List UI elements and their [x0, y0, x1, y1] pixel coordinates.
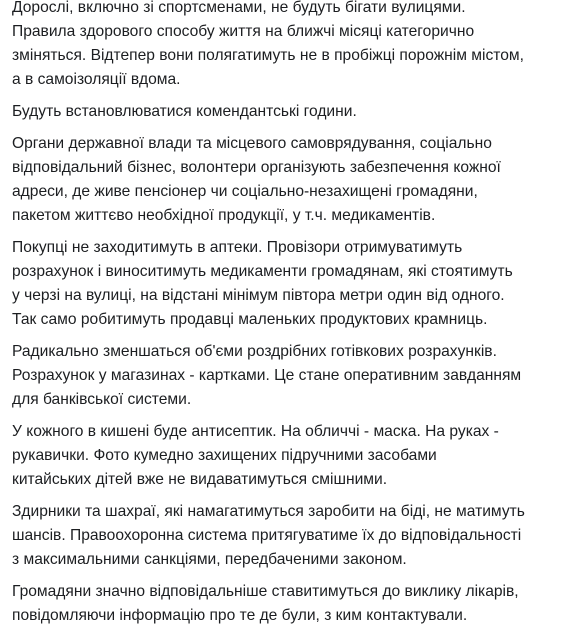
post-paragraph [12, 100, 568, 124]
post-line: розрахунок і виноситимуть медикаменти громадянам, які стоятимуть [12, 263, 513, 280]
post-line: Покупці не заходитимуть в аптеки. Провізори отримуватимуть [12, 239, 463, 256]
post-line: а в самоізоляції вдома. [12, 71, 181, 88]
post-paragraph [12, 420, 568, 492]
post-line: Розрахунок у магазинах - картками. Це стане оперативним завданням [12, 367, 522, 384]
post-paragraph [12, 132, 568, 228]
post-line: шансів. Правоохоронна система притягуватиме їх до відповідальності [12, 527, 522, 544]
post-line: пакетом життєво необхідної продукції, у т.ч. медикаментів. [12, 207, 436, 224]
post-line: відповідальний бізнес, волонтери організують забезпечення кожної [12, 159, 501, 176]
post-line: зміняться. Відтепер вони полягатимуть не в пробіжці порожнім містом, [12, 47, 524, 64]
post-paragraph [12, 236, 568, 332]
post-line: рукавички. Фото кумедно захищених підручними засобами [12, 447, 437, 464]
post-line: Дорослі, включно зі спортсменами, не будуть бігати вулицями. [12, 0, 466, 16]
post-line: Так само робитимуть продавці маленьких продуктових крамниць. [12, 311, 488, 328]
post-paragraph [12, 580, 568, 628]
post-line: У кожного в кишені буде антисептик. На обличчі - маска. На руках - [12, 423, 499, 440]
post-line: у черзі на вулиці, на відстані мінімум півтора метри один від одного. [12, 287, 505, 304]
post-line: повідомляючи інформацію про те де були, з ким контактували. [12, 607, 468, 624]
post-line: китайських дітей вже не видаватимуться смішними. [12, 471, 388, 488]
post-line: Громадяни значно відповідальніше ставитимуться до виклику лікарів, [12, 583, 519, 600]
post-line: Здирники та шахраї, які намагатимуться заробити на біді, не матимуть [12, 503, 525, 520]
post-line: адреси, де живе пенсіонер чи соціально-незахищені громадяни, [12, 183, 478, 200]
post-line: Радикально зменшаться об'єми роздрібних готівкових розрахунків. [12, 343, 497, 360]
post-paragraph [12, 340, 568, 412]
post-line: Органи державної влади та місцевого самоврядування, соціально [12, 135, 492, 152]
post-paragraph [12, 0, 568, 92]
post-line: Правила здорового способу життя на ближчі місяці категорично [12, 23, 475, 40]
post-paragraph [12, 500, 568, 572]
post-body [12, 0, 568, 636]
post-line: з максимальними санкціями, передбаченими законом. [12, 551, 407, 568]
post-line: для банківської системи. [12, 391, 192, 408]
post-line: Будуть встановлюватися комендантські години. [12, 103, 357, 120]
